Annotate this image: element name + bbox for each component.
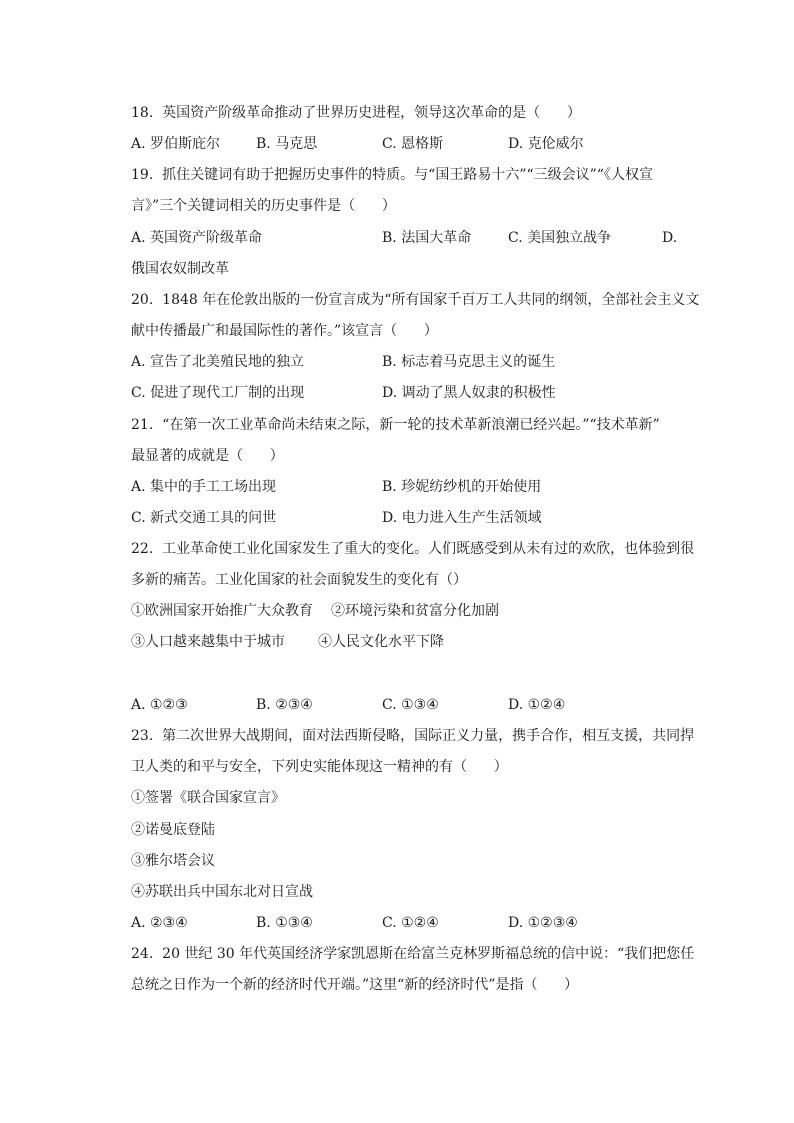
q18-option-c[interactable]: C. 恩格斯 — [382, 136, 444, 152]
q22-option-d[interactable]: D. ①②④ — [508, 697, 566, 713]
question-22-stem-line2: 多新的痛苦。工业化国家的社会面貌发生的变化有（） — [131, 572, 467, 588]
q19-option-d-label[interactable]: D. — [662, 230, 678, 246]
question-23-stem-line2: 卫人类的和平与安全，下列史实能体现这一精神的有（ ） — [131, 759, 508, 775]
q21-option-a[interactable]: A. 集中的手工工场出现 — [131, 479, 277, 495]
q19-option-a[interactable]: A. 英国资产阶级革命 — [131, 230, 263, 246]
question-24-stem-line2: 总统之日作为一个新的经济时代开端。”这里“新的经济时代”是指（ ） — [131, 977, 579, 993]
q22-option-a[interactable]: A. ①②③ — [131, 697, 188, 713]
q22-option-b[interactable]: B. ②③④ — [256, 697, 313, 713]
q19-option-d-text[interactable]: 俄国农奴制改革 — [131, 261, 229, 277]
question-22-stem-line1: 22. 工业革命使工业化国家发生了重大的变化。人们既感受到从未有过的欢欣，也体验到很 — [131, 541, 695, 557]
q22-item-3: ③人口越来越集中于城市 — [131, 634, 285, 650]
question-19-stem-line1: 19. 抓住关键词有助于把握历史事件的特质。与“国王路易十六”“三级会议”“《人权宣 — [131, 167, 653, 183]
q22-item-4: ④人民文化水平下降 — [318, 634, 444, 650]
question-19-stem-line2: 言》”三个关键词相关的历史事件是（ ） — [131, 198, 396, 214]
q18-option-d[interactable]: D. 克伦威尔 — [508, 136, 584, 152]
question-20-stem-line2: 献中传播最广和最国际性的著作。”该宣言（ ） — [131, 323, 438, 339]
q22-item-1: ①欧洲国家开始推广大众教育 — [131, 603, 313, 619]
question-24-stem-line1: 24. 20 世纪 30 年代英国经济学家凯恩斯在给富兰克林罗斯福总统的信中说：“我们把您任 — [131, 946, 695, 962]
q19-option-c[interactable]: C. 美国独立战争 — [508, 230, 612, 246]
q22-item-2: ②环境污染和贫富分化加剧 — [331, 603, 499, 619]
q19-option-b[interactable]: B. 法国大革命 — [382, 230, 472, 246]
q21-option-b[interactable]: B. 珍妮纺纱机的开始使用 — [382, 479, 542, 495]
q22-option-c[interactable]: C. ①③④ — [382, 697, 439, 713]
q23-option-b[interactable]: B. ①③④ — [256, 915, 313, 931]
q20-option-a[interactable]: A. 宣告了北美殖民地的独立 — [131, 354, 305, 370]
q20-option-c[interactable]: C. 促进了现代工厂制的出现 — [131, 385, 305, 401]
q23-option-c[interactable]: C. ①②④ — [382, 915, 439, 931]
q20-option-b[interactable]: B. 标志着马克思主义的诞生 — [382, 354, 556, 370]
question-21-stem-line1: 21. “在第一次工业革命尚未结束之际，新一轮的技术革新浪潮已经兴起。”“技术革新” — [131, 417, 660, 433]
question-20-stem-line1: 20. 1848 年在伦敦出版的一份宣言成为“所有国家千百万工人共同的纲领，全部社会主义文 — [131, 292, 700, 308]
q18-option-b[interactable]: B. 马克思 — [256, 136, 318, 152]
q23-item-2: ②诺曼底登陆 — [131, 822, 215, 838]
q23-item-1: ①签署《联合国家宣言》 — [131, 790, 285, 806]
question-18-stem: 18. 英国资产阶级革命推动了世界历史进程，领导这次革命的是（ ） — [131, 105, 581, 121]
q23-option-d[interactable]: D. ①②③④ — [508, 915, 578, 931]
q18-option-a[interactable]: A. 罗伯斯庇尔 — [131, 136, 221, 152]
q20-option-d[interactable]: D. 调动了黑人奴隶的积极性 — [382, 385, 556, 401]
question-23-stem-line1: 23. 第二次世界大战期间，面对法西斯侵略，国际正义力量，携手合作，相互支援，共同捍 — [131, 728, 695, 744]
q23-item-4: ④苏联出兵中国东北对日宣战 — [131, 884, 313, 900]
q21-option-c[interactable]: C. 新式交通工具的问世 — [131, 510, 277, 526]
q21-option-d[interactable]: D. 电力进入生产生活领域 — [382, 510, 542, 526]
question-21-stem-line2: 最显著的成就是（ ） — [131, 448, 284, 464]
q23-option-a[interactable]: A. ②③④ — [131, 915, 188, 931]
q23-item-3: ③雅尔塔会议 — [131, 853, 215, 869]
